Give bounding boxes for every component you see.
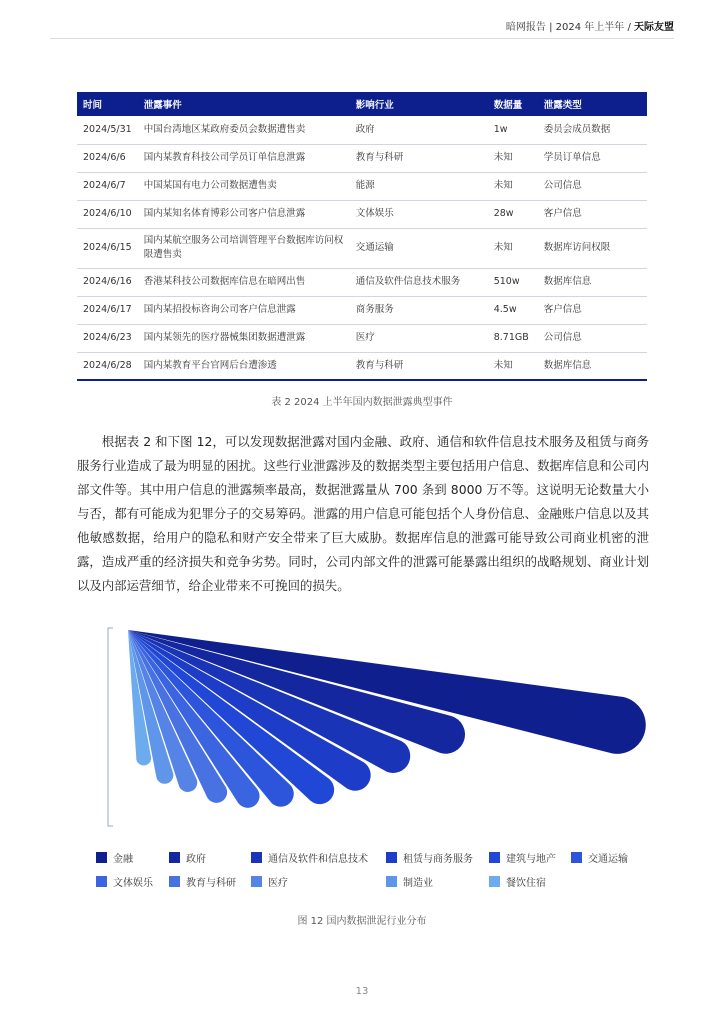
table-row [77, 324, 647, 352]
cell-time: 2024/6/23 [77, 324, 138, 352]
page-number: 13 [355, 986, 369, 997]
table-row [77, 268, 647, 296]
cell-event: 中国某国有电力公司数据遭售卖 [138, 172, 350, 200]
legend-item [251, 874, 288, 889]
legend-label: 通信及软件和信息技术 [268, 854, 368, 865]
legend-item [386, 874, 433, 889]
column-header-time: 时间 [77, 92, 138, 116]
cell-type: 数据库信息 [538, 268, 647, 296]
legend-swatch [96, 876, 107, 887]
table-row [77, 228, 647, 268]
legend-swatch [489, 876, 500, 887]
legend-swatch [169, 876, 180, 887]
cell-type: 客户信息 [538, 200, 647, 228]
legend-item [96, 850, 133, 865]
industry-distribution-chart [100, 618, 660, 833]
cell-industry: 交通运输 [350, 228, 488, 268]
body-paragraph: 根据表 2 和下图 12，可以发现数据泄露对国内金融、政府、通信和软件信息技术服务及租赁与商务服务行业造成了最为明显的困扰。这些行业泄露涉及的数据类型主要包括用户信息、数据库信息和公司内部文件等。其中用户信息的泄露频率最高，数据泄露量从 700 条到 8000 万不等。这说明无论数量大小与否，都有可能成为犯罪分子的交易筹码。泄露的用户信息可能包括个人身份信息、金融账户信息以及其他敏感数据，给用户的隐私和财产安全带来了巨大威胁。数据库信息的泄露可能导致公司商业机密的泄露，造成严重的经济损失和竞争劣势。同时，公司内部文件的泄露可能暴露出组织的战略规划、商业计划以及内部运营细节，给企业带来不可挽回的损失。 [77, 434, 649, 593]
legend-label: 租赁与商务服务 [403, 854, 473, 865]
cell-industry: 文体娱乐 [350, 200, 488, 228]
cell-time: 2024/6/28 [77, 352, 138, 380]
cell-industry: 医疗 [350, 324, 488, 352]
cell-type: 公司信息 [538, 172, 647, 200]
cell-time: 2024/6/16 [77, 268, 138, 296]
header-brand: 天际友盟 [634, 22, 674, 33]
legend-item [489, 874, 546, 889]
legend-label: 教育与科研 [186, 878, 236, 889]
legend-item [169, 874, 236, 889]
leak-events-table [77, 92, 647, 381]
table-row [77, 352, 647, 380]
legend-swatch [571, 852, 582, 863]
table-row [77, 116, 647, 144]
legend-label: 文体娱乐 [113, 878, 153, 889]
cell-industry: 政府 [350, 116, 488, 144]
cell-volume: 8.71GB [488, 324, 538, 352]
cell-event: 香港某科技公司数据库信息在暗网出售 [138, 268, 350, 296]
cell-volume: 1w [488, 116, 538, 144]
table-row [77, 200, 647, 228]
legend-item [489, 850, 556, 865]
legend-item [251, 850, 368, 865]
cell-industry: 教育与科研 [350, 144, 488, 172]
cell-industry: 通信及软件信息技术服务 [350, 268, 488, 296]
legend-label: 政府 [186, 854, 206, 865]
legend-label: 医疗 [268, 878, 288, 889]
cell-type: 数据库信息 [538, 352, 647, 380]
cell-type: 学员订单信息 [538, 144, 647, 172]
cell-time: 2024/6/17 [77, 296, 138, 324]
cell-volume: 510w [488, 268, 538, 296]
legend-label: 制造业 [403, 878, 433, 889]
cell-event: 国内某领先的医疗器械集团数据遭泄露 [138, 324, 350, 352]
cell-type: 委员会成员数据 [538, 116, 647, 144]
table-row [77, 144, 647, 172]
column-header-type: 泄露类型 [538, 92, 647, 116]
cell-type: 数据库访问权限 [538, 228, 647, 268]
cell-event: 国内某教育科技公司学员订单信息泄露 [138, 144, 350, 172]
cell-industry: 能源 [350, 172, 488, 200]
cell-volume: 未知 [488, 144, 538, 172]
legend-label: 交通运输 [588, 854, 628, 865]
table-header-row [77, 92, 647, 116]
legend-item [169, 850, 206, 865]
cell-volume: 未知 [488, 352, 538, 380]
table-row [77, 172, 647, 200]
legend-swatch [96, 852, 107, 863]
cell-type: 客户信息 [538, 296, 647, 324]
cell-volume: 28w [488, 200, 538, 228]
page-header [506, 18, 674, 33]
legend-label: 餐饮住宿 [506, 878, 546, 889]
table-row [77, 296, 647, 324]
cell-volume: 4.5w [488, 296, 538, 324]
cell-time: 2024/6/7 [77, 172, 138, 200]
cell-time: 2024/6/15 [77, 228, 138, 268]
figure-caption: 图 12 国内数据泄泥行业分布 [297, 916, 427, 927]
cell-volume: 未知 [488, 172, 538, 200]
legend-swatch [251, 876, 262, 887]
legend-swatch [251, 852, 262, 863]
cell-time: 2024/6/10 [77, 200, 138, 228]
cell-industry: 教育与科研 [350, 352, 488, 380]
cell-event: 中国台湾地区某政府委员会数据遭售卖 [138, 116, 350, 144]
table-caption: 表 2 2024 上半年国内数据泄露典型事件 [271, 397, 453, 408]
legend-item [386, 850, 473, 865]
cell-volume: 未知 [488, 228, 538, 268]
legend-swatch [489, 852, 500, 863]
cell-time: 2024/6/6 [77, 144, 138, 172]
legend-item [571, 850, 628, 865]
legend-swatch [386, 876, 397, 887]
legend-item [96, 874, 153, 889]
column-header-event: 泄露事件 [138, 92, 350, 116]
legend-label: 金融 [113, 854, 133, 865]
cell-event: 国内某招投标咨询公司客户信息泄露 [138, 296, 350, 324]
cell-event: 国内某知名体育博彩公司客户信息泄露 [138, 200, 350, 228]
legend-swatch [169, 852, 180, 863]
legend-label: 建筑与地产 [506, 854, 556, 865]
cell-industry: 商务服务 [350, 296, 488, 324]
header-divider [50, 38, 674, 39]
chart-bracket [108, 628, 113, 826]
cell-event: 国内某教育平台官网后台遭渗透 [138, 352, 350, 380]
cell-time: 2024/5/31 [77, 116, 138, 144]
column-header-volume: 数据量 [488, 92, 538, 116]
cell-event: 国内某航空服务公司培训管理平台数据库访问权限遭售卖 [138, 228, 350, 268]
cell-type: 公司信息 [538, 324, 647, 352]
column-header-industry: 影响行业 [350, 92, 488, 116]
legend-swatch [386, 852, 397, 863]
header-title: 暗网报告 | 2024 年上半年 / [505, 22, 634, 33]
